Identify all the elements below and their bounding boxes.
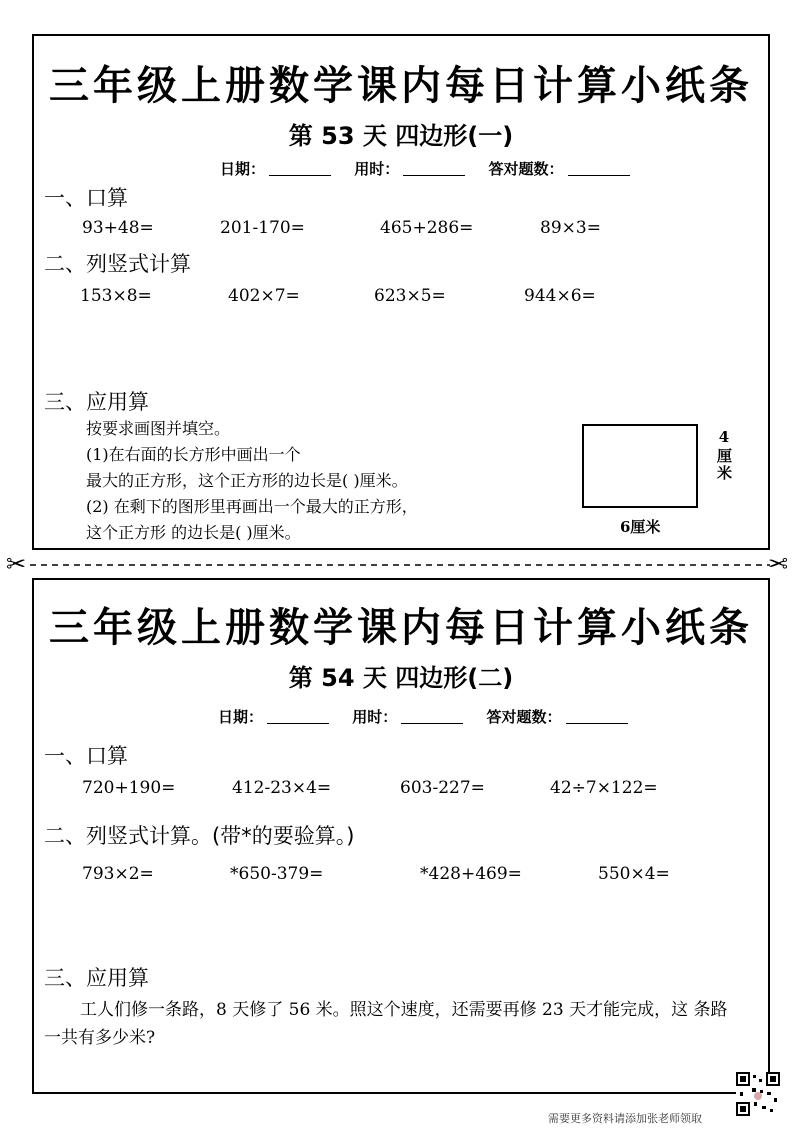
applied-line: 最大的正方形，这个正方形的边长是( )厘米。 <box>86 471 408 490</box>
time-label: 用时： <box>352 708 398 726</box>
meta-row <box>218 706 646 727</box>
applied-line: 这个正方形 的边长是( )厘米。 <box>86 523 301 542</box>
qr-code-icon <box>736 1072 780 1116</box>
vertical-problem: 944×6= <box>524 286 596 306</box>
vertical-problem: *428+469= <box>420 864 522 884</box>
oral-problem: 465+286= <box>380 218 474 238</box>
applied-line: 按要求画图并填空。 <box>86 419 231 438</box>
rectangle-figure <box>582 424 698 508</box>
time-blank[interactable] <box>403 175 465 176</box>
meta-row <box>220 158 648 179</box>
worksheet-day-54 <box>32 578 770 1094</box>
correct-count-blank[interactable] <box>568 175 630 176</box>
oral-problem: 720+190= <box>82 778 176 798</box>
vertical-problem: 402×7= <box>228 286 300 306</box>
worksheet-subtitle: 第 53 天 四边形(一) <box>288 122 514 150</box>
section-applied-heading: 三、应用算 <box>44 390 149 414</box>
correct-count-label: 答对题数： <box>488 160 564 178</box>
rect-height-label: 4厘米 <box>715 428 733 482</box>
oral-problem: 93+48= <box>82 218 154 238</box>
section-vertical-heading: 二、列竖式计算 <box>44 252 191 276</box>
oral-problem: 603-227= <box>400 778 485 798</box>
vertical-problem: *650-379= <box>230 864 324 884</box>
time-blank[interactable] <box>401 723 463 724</box>
applied-line: (2) 在剩下的图形里再画出一个最大的正方形， <box>86 497 418 516</box>
vertical-problem: 793×2= <box>82 864 154 884</box>
date-label: 日期： <box>218 708 264 726</box>
word-problem-text: 工人们修一条路，8 天修了 56 米。照这个速度，还需要再修 23 天才能完成，这 条路一共有多少米? <box>44 1000 728 1048</box>
oral-problem: 201-170= <box>220 218 305 238</box>
section-vertical-heading: 二、列竖式计算。(带*的要验算。) <box>44 824 355 848</box>
footer-note: 需要更多资料请添加张老师领取 <box>548 1112 702 1125</box>
correct-count-blank[interactable] <box>566 723 628 724</box>
vertical-problem: 623×5= <box>374 286 446 306</box>
worksheet-subtitle: 第 54 天 四边形(二) <box>288 664 514 692</box>
section-oral-heading: 一、口算 <box>44 186 128 210</box>
applied-line: (1)在右面的长方形中画出一个 <box>86 445 301 464</box>
oral-problem: 412-23×4= <box>232 778 332 798</box>
section-oral-heading: 一、口算 <box>44 744 128 768</box>
correct-count-label: 答对题数： <box>486 708 562 726</box>
date-label: 日期： <box>220 160 266 178</box>
date-blank[interactable] <box>269 175 331 176</box>
vertical-problem: 550×4= <box>598 864 670 884</box>
worksheet-title: 三年级上册数学课内每日计算小纸条 <box>49 63 753 109</box>
section-applied-heading: 三、应用算 <box>44 966 149 990</box>
cut-line <box>0 556 800 574</box>
date-blank[interactable] <box>267 723 329 724</box>
oral-problem: 89×3= <box>540 218 601 238</box>
rect-width-label: 6厘米 <box>620 518 661 536</box>
worksheet-day-53 <box>32 34 770 550</box>
time-label: 用时： <box>354 160 400 178</box>
scissors-icon: ✂ <box>6 550 27 578</box>
oral-problem: 42÷7×122= <box>550 778 658 798</box>
worksheet-title: 三年级上册数学课内每日计算小纸条 <box>49 605 753 651</box>
scissors-icon: ✂ <box>768 550 789 578</box>
vertical-problem: 153×8= <box>80 286 152 306</box>
